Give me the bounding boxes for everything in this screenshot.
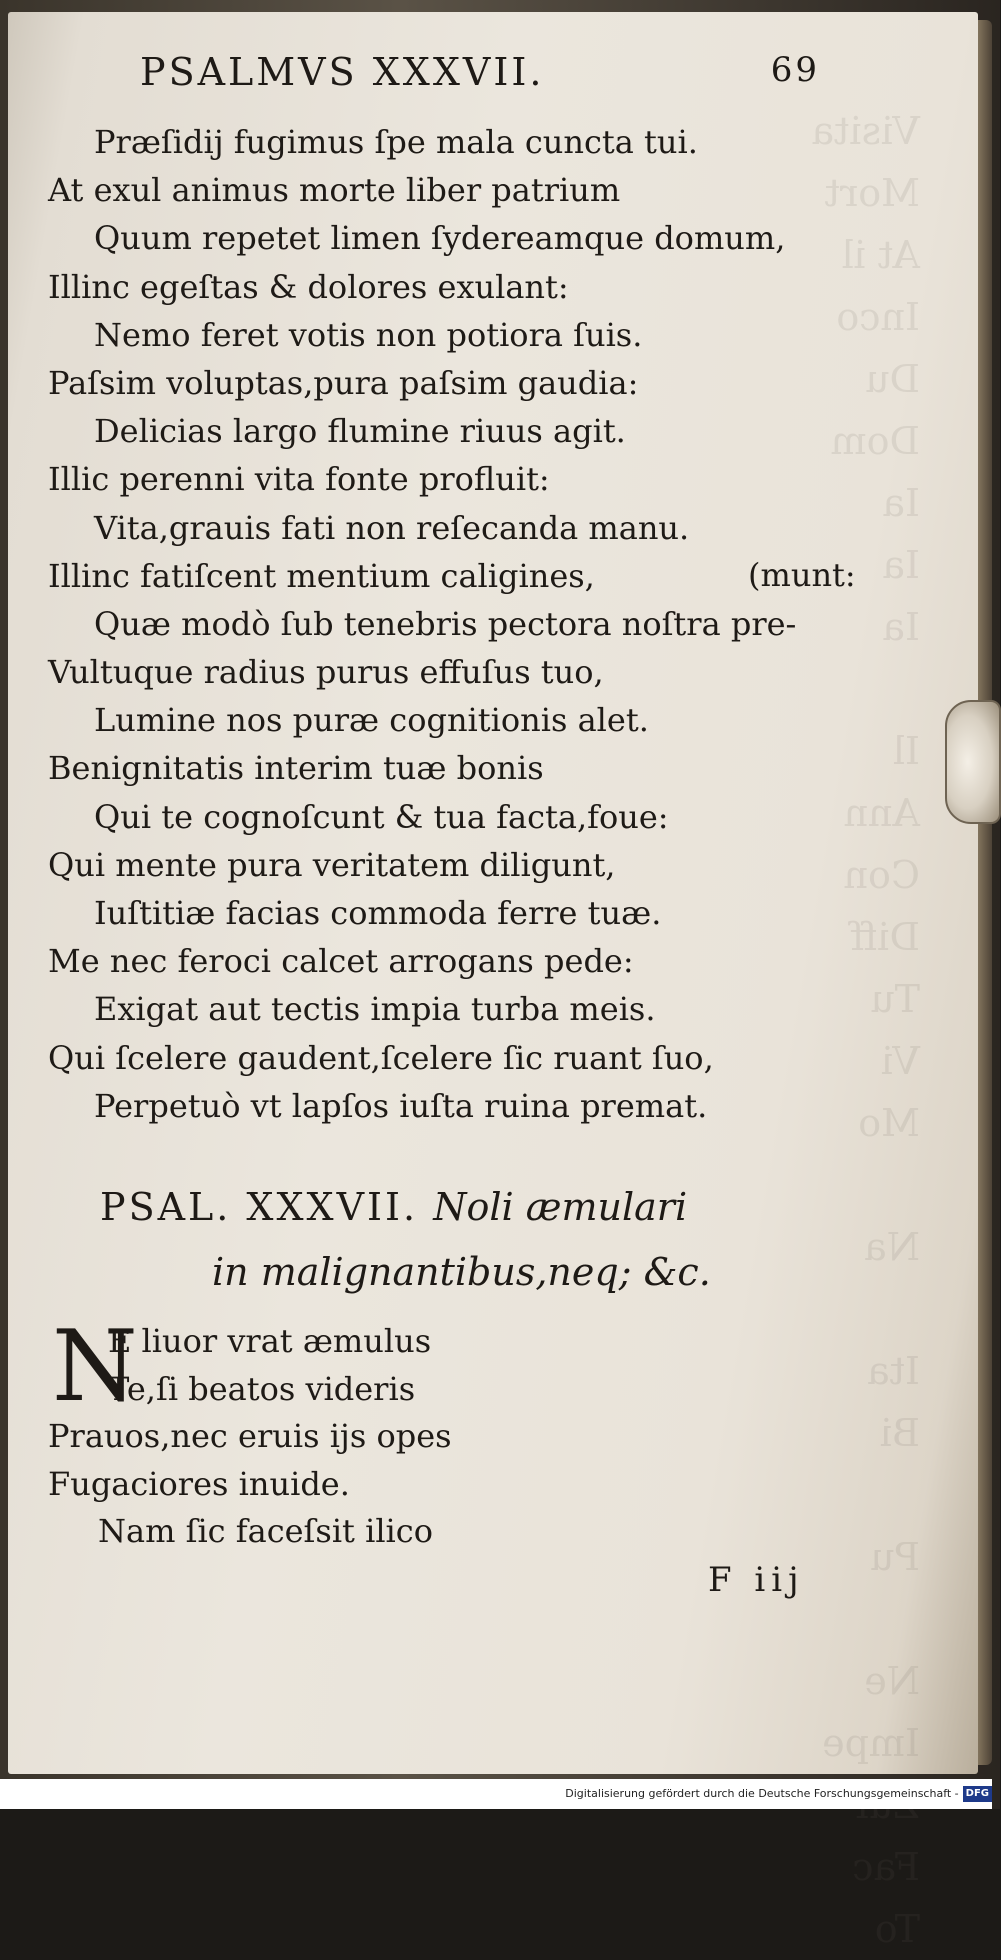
verse-line: Perpetuò vt lapſos iuſta ruina premat.	[94, 1086, 708, 1125]
verse-line: Lumine nos puræ cognitionis alet.	[94, 701, 649, 740]
verse-line: Qui te cognoſcunt & tua facta,foue:	[94, 797, 669, 836]
poem-line: Prauos,nec eruis ijs opes	[48, 1417, 452, 1455]
poem-line: Nam ſic faceſsit ilico	[98, 1512, 433, 1550]
verse-line: Qui ſcelere gaudent,ſcelere ſic ruant ſuo,	[48, 1038, 714, 1077]
psalm-incipit: Noli æmulari	[433, 1185, 688, 1229]
verse-line: Me nec feroci calcet arrogans pede:	[48, 942, 634, 981]
digitization-credit	[0, 1779, 992, 1809]
signature-mark: F iij	[708, 1560, 805, 1600]
verse-line: Præſidij fugimus ſpe mala cuncta tui.	[94, 123, 698, 161]
verse-line: Nemo feret votis non potiora ſuis.	[94, 315, 643, 354]
turnover-text: (munt:	[748, 556, 856, 594]
page-number: 69	[770, 50, 820, 90]
verse-line: At exul animus morte liber patrium	[48, 171, 621, 210]
drop-capital: N	[52, 1310, 138, 1424]
verse-line: Quæ modò ſub tenebris pectora noſtra pre-	[94, 604, 797, 643]
psalm-label: PSAL. XXXVII.	[100, 1185, 419, 1229]
psalm-incipit-continued: in malignantibus,neq; &c.	[212, 1250, 711, 1294]
verse-line: Illinc fatiſcent mentium caligines,	[48, 556, 595, 595]
verse-line: Paſsim voluptas,pura paſsim gaudia:	[48, 363, 639, 402]
poem-block	[48, 1310, 648, 1556]
verse-line: Qui mente pura veritatem diligunt,	[48, 845, 616, 884]
verse-line: Benignitatis interim tuæ bonis	[48, 749, 544, 788]
show-through-text: Fac To	[852, 1845, 920, 1951]
book-clasp	[945, 700, 1001, 824]
poem-line: Fugaciores inuide.	[48, 1464, 350, 1503]
verse-line: Illic perenni vita fonte profluit:	[48, 460, 550, 499]
verse-line: Quum repetet limen ſydereamque domum,	[94, 219, 786, 258]
verse-line: Illinc egeſtas & dolores exulant:	[48, 267, 569, 306]
running-title: PSALMVS XXXVII.	[140, 50, 545, 94]
poem-line: Te,ſi beatos videris	[108, 1369, 416, 1408]
verse-line: Delicias largo flumine riuus agit.	[94, 412, 626, 451]
psalm-heading	[100, 1185, 860, 1229]
verse-block	[48, 118, 908, 1130]
dfg-logo: DFG	[963, 1786, 992, 1802]
verse-line: Exigat aut tectis impia turba meis.	[94, 990, 656, 1029]
poem-line: E liuor vrat æmulus	[108, 1322, 432, 1360]
running-header	[140, 50, 820, 102]
credit-text: Digitalisierung gefördert durch die Deutsche Forschungsgemeinschaft -	[565, 1787, 959, 1800]
verse-line: Vita,grauis fati non reſecanda manu.	[94, 508, 690, 547]
verse-line: Vultuque radius purus effuſus tuo,	[48, 653, 604, 692]
verse-line: Iuſtitiæ facias commoda ferre tuæ.	[94, 894, 662, 932]
